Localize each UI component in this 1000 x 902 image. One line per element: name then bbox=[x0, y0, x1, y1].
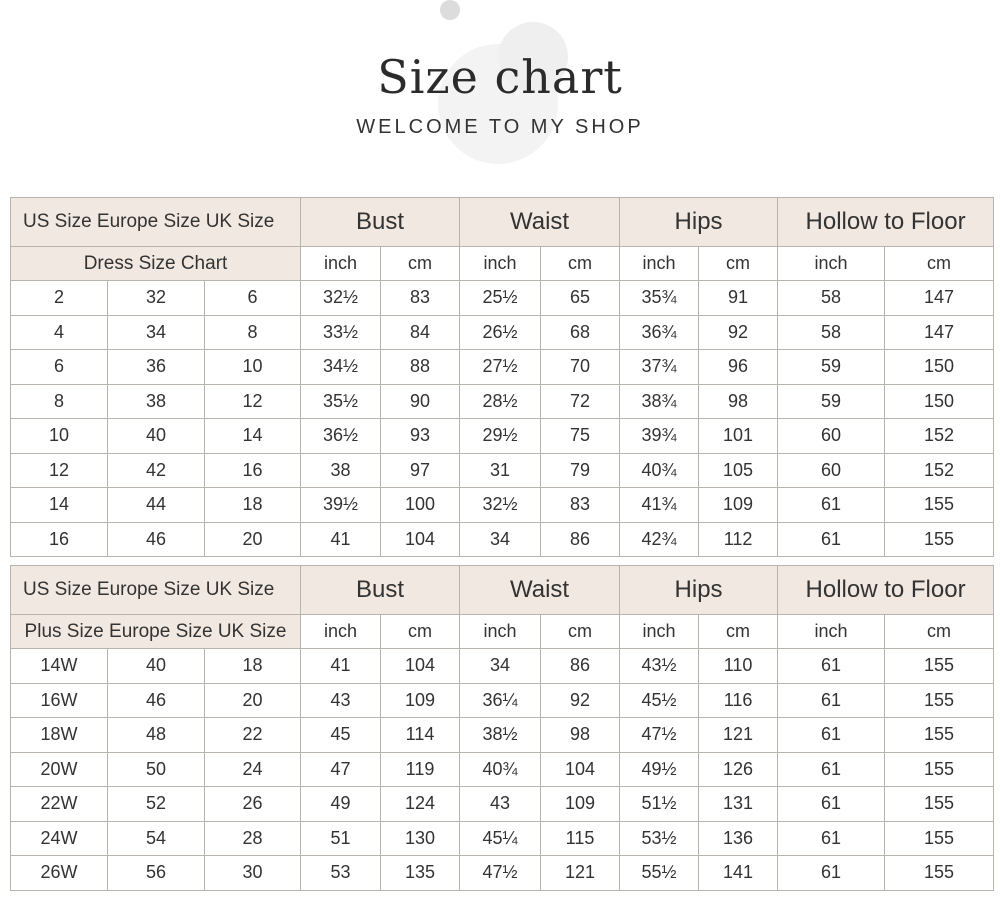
unit-header: inch bbox=[301, 615, 381, 649]
table-cell: 109 bbox=[381, 683, 460, 718]
unit-header: inch bbox=[778, 247, 885, 281]
measurement-group-header: Hips bbox=[620, 566, 778, 615]
table-cell: 152 bbox=[885, 419, 994, 454]
table-cell: 51 bbox=[301, 821, 381, 856]
table-cell: 45¼ bbox=[460, 821, 541, 856]
unit-header: cm bbox=[541, 615, 620, 649]
table-cell: 38¾ bbox=[620, 384, 699, 419]
table-cell: 114 bbox=[381, 718, 460, 753]
table-cell: 32 bbox=[108, 281, 205, 316]
table-cell: 155 bbox=[885, 522, 994, 557]
table-cell: 155 bbox=[885, 856, 994, 891]
table-sub-label: Plus Size Europe Size UK Size bbox=[11, 615, 301, 649]
table-cell: 36¼ bbox=[460, 683, 541, 718]
unit-header: inch bbox=[778, 615, 885, 649]
table-row bbox=[11, 522, 994, 557]
table-cell: 150 bbox=[885, 350, 994, 385]
measurement-group-header: Hips bbox=[620, 198, 778, 247]
table-cell: 32½ bbox=[301, 281, 381, 316]
table-header-row bbox=[11, 566, 994, 615]
table-cell: 65 bbox=[541, 281, 620, 316]
table-cell: 31 bbox=[460, 453, 541, 488]
table-cell: 34 bbox=[460, 649, 541, 684]
table-cell: 8 bbox=[205, 315, 301, 350]
table-cell: 98 bbox=[699, 384, 778, 419]
table-cell: 150 bbox=[885, 384, 994, 419]
table-cell: 26 bbox=[205, 787, 301, 822]
table-cell: 25½ bbox=[460, 281, 541, 316]
table-cell: 24W bbox=[11, 821, 108, 856]
table-cell: 46 bbox=[108, 683, 205, 718]
table-cell: 18 bbox=[205, 649, 301, 684]
table-cell: 40¾ bbox=[620, 453, 699, 488]
table-cell: 38½ bbox=[460, 718, 541, 753]
unit-header: inch bbox=[301, 247, 381, 281]
unit-header: inch bbox=[620, 247, 699, 281]
table-cell: 34½ bbox=[301, 350, 381, 385]
table-cell: 36¾ bbox=[620, 315, 699, 350]
table-cell: 10 bbox=[205, 350, 301, 385]
table-cell: 43½ bbox=[620, 649, 699, 684]
measurement-group-header: Waist bbox=[460, 198, 620, 247]
table-header-row bbox=[11, 198, 994, 247]
table-cell: 61 bbox=[778, 787, 885, 822]
table-cell: 55½ bbox=[620, 856, 699, 891]
table-cell: 121 bbox=[541, 856, 620, 891]
table-cell: 115 bbox=[541, 821, 620, 856]
table-cell: 18W bbox=[11, 718, 108, 753]
table-cell: 2 bbox=[11, 281, 108, 316]
table-cell: 34 bbox=[460, 522, 541, 557]
table-cell: 110 bbox=[699, 649, 778, 684]
dress-size-table bbox=[10, 197, 994, 557]
table-cell: 33½ bbox=[301, 315, 381, 350]
table-cell: 20 bbox=[205, 522, 301, 557]
table-cell: 135 bbox=[381, 856, 460, 891]
table-cell: 18 bbox=[205, 488, 301, 523]
table-cell: 41 bbox=[301, 522, 381, 557]
table-cell: 155 bbox=[885, 787, 994, 822]
table-cell: 53½ bbox=[620, 821, 699, 856]
unit-header: cm bbox=[885, 615, 994, 649]
unit-header: cm bbox=[381, 247, 460, 281]
table-cell: 147 bbox=[885, 281, 994, 316]
table-cell: 126 bbox=[699, 752, 778, 787]
table-cell: 26½ bbox=[460, 315, 541, 350]
table-cell: 131 bbox=[699, 787, 778, 822]
table-cell: 14W bbox=[11, 649, 108, 684]
table-cell: 119 bbox=[381, 752, 460, 787]
table-row bbox=[11, 350, 994, 385]
table-cell: 4 bbox=[11, 315, 108, 350]
measurement-group-header: Hollow to Floor bbox=[778, 198, 994, 247]
table-cell: 100 bbox=[381, 488, 460, 523]
table-cell: 84 bbox=[381, 315, 460, 350]
table-cell: 68 bbox=[541, 315, 620, 350]
table-cell: 49 bbox=[301, 787, 381, 822]
table-cell: 96 bbox=[699, 350, 778, 385]
unit-header: cm bbox=[381, 615, 460, 649]
table-cell: 112 bbox=[699, 522, 778, 557]
table-cell: 16 bbox=[11, 522, 108, 557]
unit-header: cm bbox=[541, 247, 620, 281]
table-cell: 37¾ bbox=[620, 350, 699, 385]
table-cell: 28 bbox=[205, 821, 301, 856]
table-cell: 20 bbox=[205, 683, 301, 718]
table-cell: 16W bbox=[11, 683, 108, 718]
table-cell: 58 bbox=[778, 281, 885, 316]
table-cell: 61 bbox=[778, 856, 885, 891]
table-cell: 75 bbox=[541, 419, 620, 454]
table-row bbox=[11, 315, 994, 350]
table-cell: 46 bbox=[108, 522, 205, 557]
unit-header: cm bbox=[885, 247, 994, 281]
table-cell: 72 bbox=[541, 384, 620, 419]
table-cell: 83 bbox=[381, 281, 460, 316]
table-cell: 61 bbox=[778, 683, 885, 718]
table-cell: 92 bbox=[541, 683, 620, 718]
table-cell: 47½ bbox=[620, 718, 699, 753]
table-cell: 39¾ bbox=[620, 419, 699, 454]
table-cell: 155 bbox=[885, 683, 994, 718]
measurement-group-header: Bust bbox=[301, 198, 460, 247]
table-cell: 38 bbox=[108, 384, 205, 419]
table-cell: 59 bbox=[778, 350, 885, 385]
table-cell: 155 bbox=[885, 488, 994, 523]
table-cell: 27½ bbox=[460, 350, 541, 385]
unit-header: inch bbox=[460, 247, 541, 281]
table-cell: 155 bbox=[885, 718, 994, 753]
table-cell: 28½ bbox=[460, 384, 541, 419]
table-cell: 147 bbox=[885, 315, 994, 350]
table-cell: 136 bbox=[699, 821, 778, 856]
table-row bbox=[11, 856, 994, 891]
table-cell: 6 bbox=[205, 281, 301, 316]
table-row bbox=[11, 488, 994, 523]
table-cell: 43 bbox=[460, 787, 541, 822]
table-cell: 61 bbox=[778, 649, 885, 684]
table-cell: 58 bbox=[778, 315, 885, 350]
table-cell: 42 bbox=[108, 453, 205, 488]
unit-header: inch bbox=[460, 615, 541, 649]
table-cell: 29½ bbox=[460, 419, 541, 454]
table-cell: 124 bbox=[381, 787, 460, 822]
table-cell: 22 bbox=[205, 718, 301, 753]
table-cell: 109 bbox=[541, 787, 620, 822]
table-cell: 70 bbox=[541, 350, 620, 385]
table-cell: 83 bbox=[541, 488, 620, 523]
page-title: Size chart bbox=[377, 50, 623, 104]
table-cell: 101 bbox=[699, 419, 778, 454]
table-row bbox=[11, 718, 994, 753]
table-cell: 6 bbox=[11, 350, 108, 385]
unit-header: cm bbox=[699, 247, 778, 281]
table-cell: 24 bbox=[205, 752, 301, 787]
table-cell: 47 bbox=[301, 752, 381, 787]
table-row bbox=[11, 419, 994, 454]
table-cell: 155 bbox=[885, 821, 994, 856]
table-cell: 50 bbox=[108, 752, 205, 787]
table-cell: 39½ bbox=[301, 488, 381, 523]
table-cell: 53 bbox=[301, 856, 381, 891]
table-cell: 48 bbox=[108, 718, 205, 753]
table-cell: 59 bbox=[778, 384, 885, 419]
table-row bbox=[11, 752, 994, 787]
table-cell: 45 bbox=[301, 718, 381, 753]
table-cell: 105 bbox=[699, 453, 778, 488]
page-subtitle: WELCOME TO MY SHOP bbox=[356, 116, 644, 138]
table-cell: 36½ bbox=[301, 419, 381, 454]
table-cell: 10 bbox=[11, 419, 108, 454]
table-cell: 8 bbox=[11, 384, 108, 419]
table-cell: 60 bbox=[778, 453, 885, 488]
table-cell: 88 bbox=[381, 350, 460, 385]
table-cell: 38 bbox=[301, 453, 381, 488]
table-cell: 22W bbox=[11, 787, 108, 822]
table-units-row bbox=[11, 615, 994, 649]
table-cell: 61 bbox=[778, 752, 885, 787]
table-row bbox=[11, 384, 994, 419]
table-cell: 26W bbox=[11, 856, 108, 891]
table-cell: 91 bbox=[699, 281, 778, 316]
table-cell: 14 bbox=[11, 488, 108, 523]
table-units-row bbox=[11, 247, 994, 281]
table-cell: 14 bbox=[205, 419, 301, 454]
table-cell: 104 bbox=[541, 752, 620, 787]
table-cell: 40 bbox=[108, 419, 205, 454]
table-cell: 60 bbox=[778, 419, 885, 454]
table-cell: 79 bbox=[541, 453, 620, 488]
table-cell: 97 bbox=[381, 453, 460, 488]
table-cell: 45½ bbox=[620, 683, 699, 718]
table-cell: 152 bbox=[885, 453, 994, 488]
sizes-column-header: US Size Europe Size UK Size bbox=[11, 198, 301, 247]
table-cell: 98 bbox=[541, 718, 620, 753]
sizes-column-header: US Size Europe Size UK Size bbox=[11, 566, 301, 615]
table-cell: 43 bbox=[301, 683, 381, 718]
table-cell: 104 bbox=[381, 522, 460, 557]
table-cell: 61 bbox=[778, 718, 885, 753]
table-cell: 32½ bbox=[460, 488, 541, 523]
table-cell: 36 bbox=[108, 350, 205, 385]
table-cell: 40 bbox=[108, 649, 205, 684]
table-cell: 12 bbox=[205, 384, 301, 419]
table-row bbox=[11, 281, 994, 316]
table-cell: 61 bbox=[778, 488, 885, 523]
unit-header: cm bbox=[699, 615, 778, 649]
table-row bbox=[11, 649, 994, 684]
table-cell: 35¾ bbox=[620, 281, 699, 316]
measurement-group-header: Bust bbox=[301, 566, 460, 615]
table-cell: 116 bbox=[699, 683, 778, 718]
table-cell: 40¾ bbox=[460, 752, 541, 787]
table-cell: 155 bbox=[885, 752, 994, 787]
plus-size-table bbox=[10, 565, 994, 891]
table-cell: 61 bbox=[778, 522, 885, 557]
table-cell: 16 bbox=[205, 453, 301, 488]
table-row bbox=[11, 683, 994, 718]
table-cell: 41 bbox=[301, 649, 381, 684]
table-cell: 90 bbox=[381, 384, 460, 419]
table-cell: 44 bbox=[108, 488, 205, 523]
measurement-group-header: Waist bbox=[460, 566, 620, 615]
table-cell: 86 bbox=[541, 522, 620, 557]
table-row bbox=[11, 787, 994, 822]
table-cell: 56 bbox=[108, 856, 205, 891]
measurement-group-header: Hollow to Floor bbox=[778, 566, 994, 615]
table-row bbox=[11, 821, 994, 856]
table-cell: 130 bbox=[381, 821, 460, 856]
table-cell: 20W bbox=[11, 752, 108, 787]
table-cell: 41¾ bbox=[620, 488, 699, 523]
table-cell: 12 bbox=[11, 453, 108, 488]
table-cell: 47½ bbox=[460, 856, 541, 891]
table-cell: 42¾ bbox=[620, 522, 699, 557]
table-cell: 51½ bbox=[620, 787, 699, 822]
table-cell: 104 bbox=[381, 649, 460, 684]
table-cell: 86 bbox=[541, 649, 620, 684]
table-cell: 93 bbox=[381, 419, 460, 454]
table-cell: 155 bbox=[885, 649, 994, 684]
table-cell: 61 bbox=[778, 821, 885, 856]
decorative-dot bbox=[440, 0, 460, 20]
unit-header: inch bbox=[620, 615, 699, 649]
table-cell: 34 bbox=[108, 315, 205, 350]
table-cell: 49½ bbox=[620, 752, 699, 787]
table-cell: 92 bbox=[699, 315, 778, 350]
table-cell: 141 bbox=[699, 856, 778, 891]
table-cell: 54 bbox=[108, 821, 205, 856]
table-cell: 30 bbox=[205, 856, 301, 891]
table-cell: 35½ bbox=[301, 384, 381, 419]
table-sub-label: Dress Size Chart bbox=[11, 247, 301, 281]
table-row bbox=[11, 453, 994, 488]
table-cell: 109 bbox=[699, 488, 778, 523]
table-cell: 52 bbox=[108, 787, 205, 822]
table-cell: 121 bbox=[699, 718, 778, 753]
